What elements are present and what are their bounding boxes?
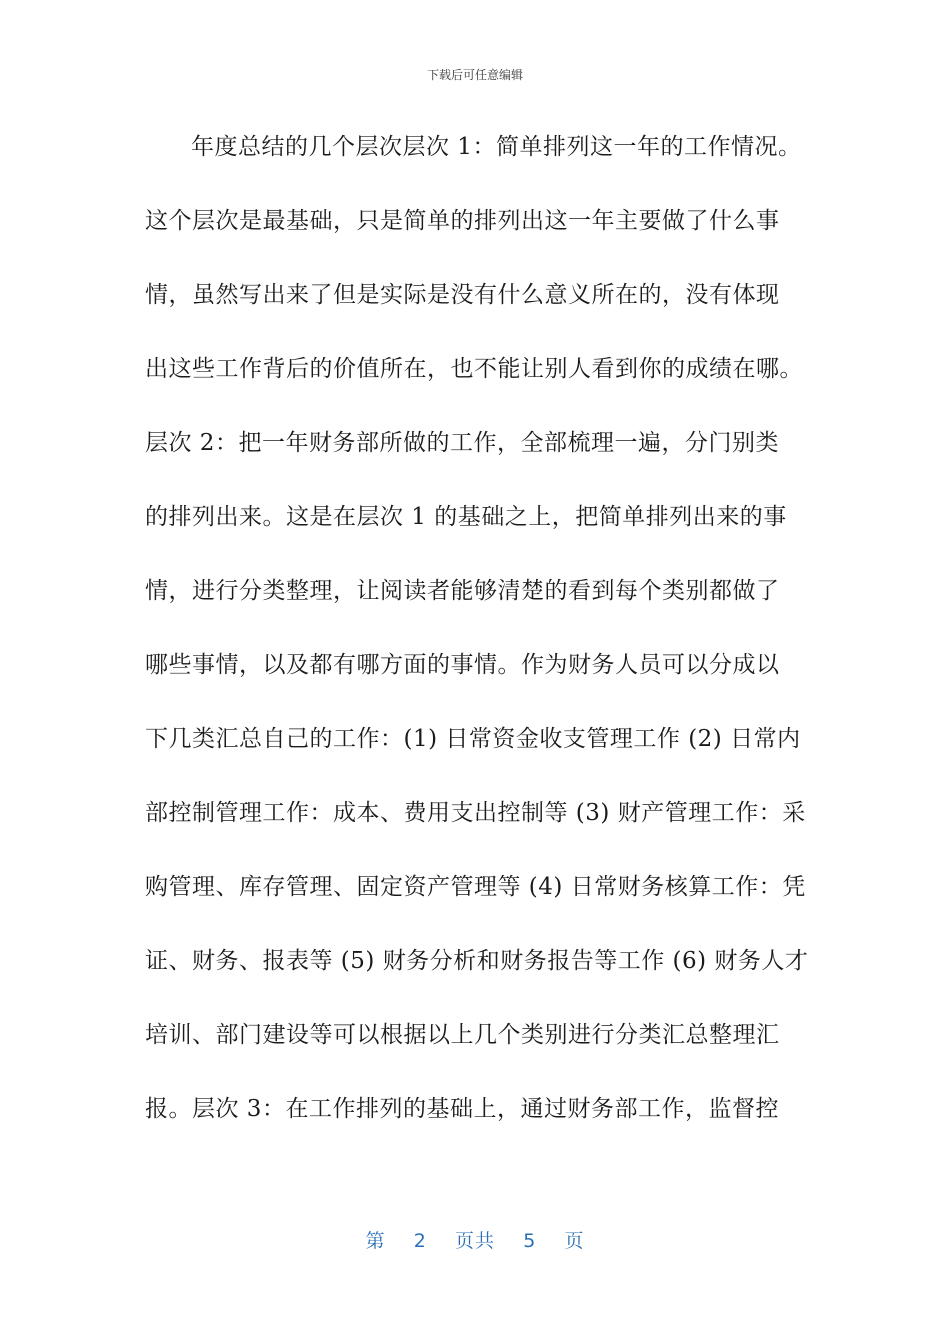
text-line: 出这些工作背后的价值所在，也不能让别人看到你的成绩在哪。 — [145, 356, 803, 382]
text-line: 报。层次 3：在工作排列的基础上，通过财务部工作，监督控 — [145, 1096, 779, 1122]
page-current: 2 — [413, 1230, 427, 1252]
text-line: 培训、部门建设等可以根据以上几个类别进行分类汇总整理汇 — [145, 1022, 780, 1048]
text-line: 情，进行分类整理，让阅读者能够清楚的看到每个类别都做了 — [145, 578, 780, 604]
document-body — [145, 124, 825, 1160]
text-line: 年度总结的几个层次层次 1：简单排列这一年的工作情况。 — [191, 134, 802, 160]
header-note: 下载后可任意编辑 — [426, 68, 523, 82]
page-suffix: 页 — [564, 1230, 585, 1252]
text-line: 情，虽然写出来了但是实际是没有什么意义所在的，没有体现 — [145, 282, 780, 308]
text-line: 哪些事情，以及都有哪方面的事情。作为财务人员可以分成以 — [145, 652, 780, 678]
text-line: 的排列出来。这是在层次 1 的基础之上，把简单排列出来的事 — [145, 504, 787, 530]
text-line: 这个层次是最基础，只是简单的排列出这一年主要做了什么事 — [145, 208, 780, 234]
text-line: 购管理、库存管理、固定资产管理等 (4) 日常财务核算工作：凭 — [145, 874, 806, 900]
text-line: 下几类汇总自己的工作：(1) 日常资金收支管理工作 (2) 日常内 — [145, 726, 801, 752]
page-mid: 页共 — [454, 1230, 495, 1252]
text-line: 部控制管理工作：成本、费用支出控制等 (3) 财产管理工作：采 — [145, 800, 806, 826]
text-line: 证、财务、报表等 (5) 财务分析和财务报告等工作 (6) 财务人才 — [145, 948, 809, 974]
page-total: 5 — [523, 1230, 537, 1252]
page-prefix: 第 — [365, 1230, 386, 1252]
text-line: 层次 2：把一年财务部所做的工作，全部梳理一遍，分门别类 — [145, 430, 779, 456]
page-number-footer — [0, 1226, 950, 1253]
